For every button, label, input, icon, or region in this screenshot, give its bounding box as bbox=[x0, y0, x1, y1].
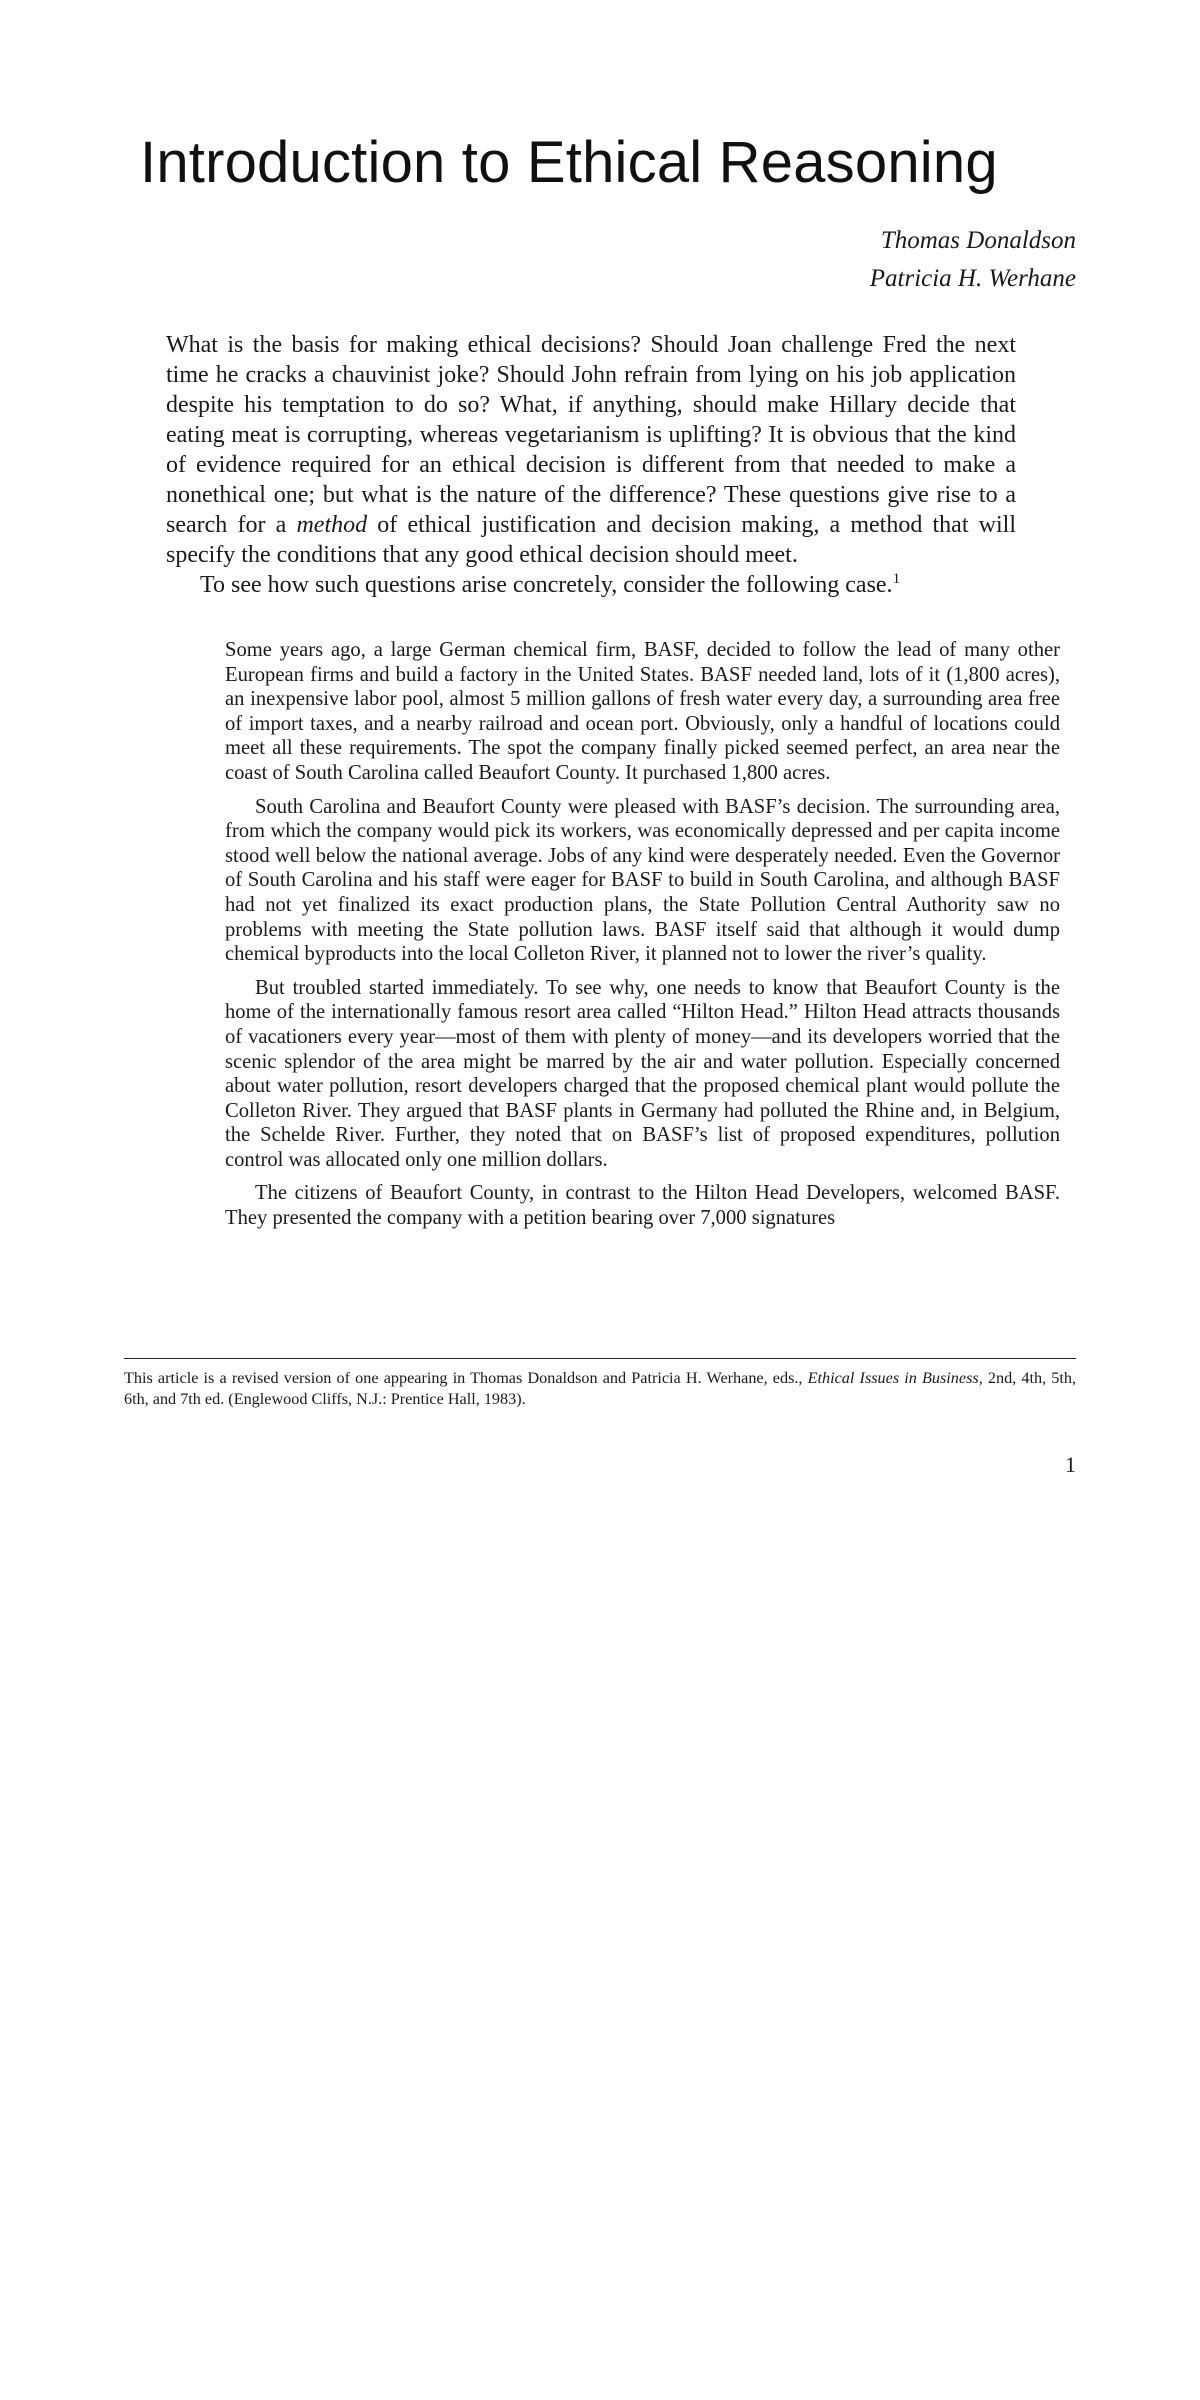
intro-paragraph bbox=[166, 570, 1016, 600]
footnote-divider bbox=[124, 1358, 1076, 1359]
intro-text: To see how such questions arise concretely, consider the following case. bbox=[200, 572, 893, 598]
footnote-text: This article is a revised version of one appearing in Thomas Donaldson and Patricia H. Werhane, eds., bbox=[124, 1369, 808, 1387]
case-paragraph: Some years ago, a large German chemical firm, BASF, decided to follow the lead of many other European firms and build a factory in the United States. BASF needed land, lots of it (1,800 acres), an inexpensive labor pool, almost 5 million gallons of fresh water every day, a surrounding area free of import taxes, and a nearby railroad and ocean port. Obviously, only a handful of locations could meet all these requirements. The spot the company finally picked seemed perfect, an area near the coast of South Carolina called Beaufort County. It purchased 1,800 acres. bbox=[225, 639, 1060, 784]
case-paragraph: The citizens of Beaufort County, in contrast to the Hilton Head Developers, welcomed BASF. They presented the company with a petition bearing over 7,000 signatures bbox=[225, 1182, 1060, 1230]
intro-section bbox=[166, 330, 1016, 600]
footnote bbox=[124, 1368, 1076, 1410]
page-number: 1 bbox=[1065, 1452, 1076, 1477]
footnote-reference: 1 bbox=[892, 571, 901, 587]
author-list bbox=[870, 222, 1076, 298]
intro-text: of ethical justification and decision making, a method that will specify the conditions that any good ethical decision should meet. bbox=[166, 512, 1016, 568]
intro-paragraph bbox=[166, 330, 1016, 570]
case-study-block bbox=[225, 638, 1060, 1240]
case-paragraph: South Carolina and Beaufort County were pleased with BASF’s decision. The surrounding area, from which the company would pick its workers, was economically depressed and per capita income stood well below the national average. Jobs of any kind were desperately needed. Even the Governor of South Carolina and his staff were eager for BASF to build in South Carolina, and although BASF had not yet finalized its exact production plans, the State Pollution Central Authority saw no problems with meeting the State pollution laws. BASF itself said that although it would dump chemical byproducts into the local Colleton River, it planned not to lower the river’s quality. bbox=[225, 795, 1060, 966]
case-paragraph: But troubled started immediately. To see why, one needs to know that Beaufort County is the home of the internationally famous resort area called “Hilton Head.” Hilton Head attracts thousands of vacationers every year—most of them with plenty of money—and its developers worried that the scenic splendor of the area might be marred by the air and water pollution. Especially concerned about water pollution, resort developers charged that the proposed chemical plant would pollute the Colleton River. They argued that BASF plants in Germany had polluted the Rhine and, in Belgium, the Schelde River. Further, they noted that on BASF’s list of proposed expenditures, pollution control was allocated only one million dollars. bbox=[225, 976, 1060, 1171]
page-title: Introduction to Ethical Reasoning bbox=[140, 130, 998, 195]
footnote-book-title: Ethical Issues in Business bbox=[807, 1369, 979, 1387]
emphasized-word: method bbox=[296, 512, 368, 538]
footnote-text: , 2nd, 4th, 5th, 6th, and 7th ed. (Englewood Cliffs, N.J.: Prentice Hall, 1983). bbox=[124, 1369, 1076, 1408]
intro-text: What is the basis for making ethical decisions? Should Joan challenge Fred the next time he cracks a chauvinist joke? Should John refrain from lying on his job application despite his temptation to do so? What, if anything, should make Hillary decide that eating meat is corrupting, whereas vegetarianism is uplifting? It is obvious that the kind of evidence required for an ethical decision is different from that needed to make a nonethical one; but what is the nature of the difference? These questions give rise to a search for a bbox=[166, 332, 1016, 538]
author-name: Thomas Donaldson bbox=[880, 227, 1076, 254]
author-name: Patricia H. Werhane bbox=[869, 265, 1076, 292]
